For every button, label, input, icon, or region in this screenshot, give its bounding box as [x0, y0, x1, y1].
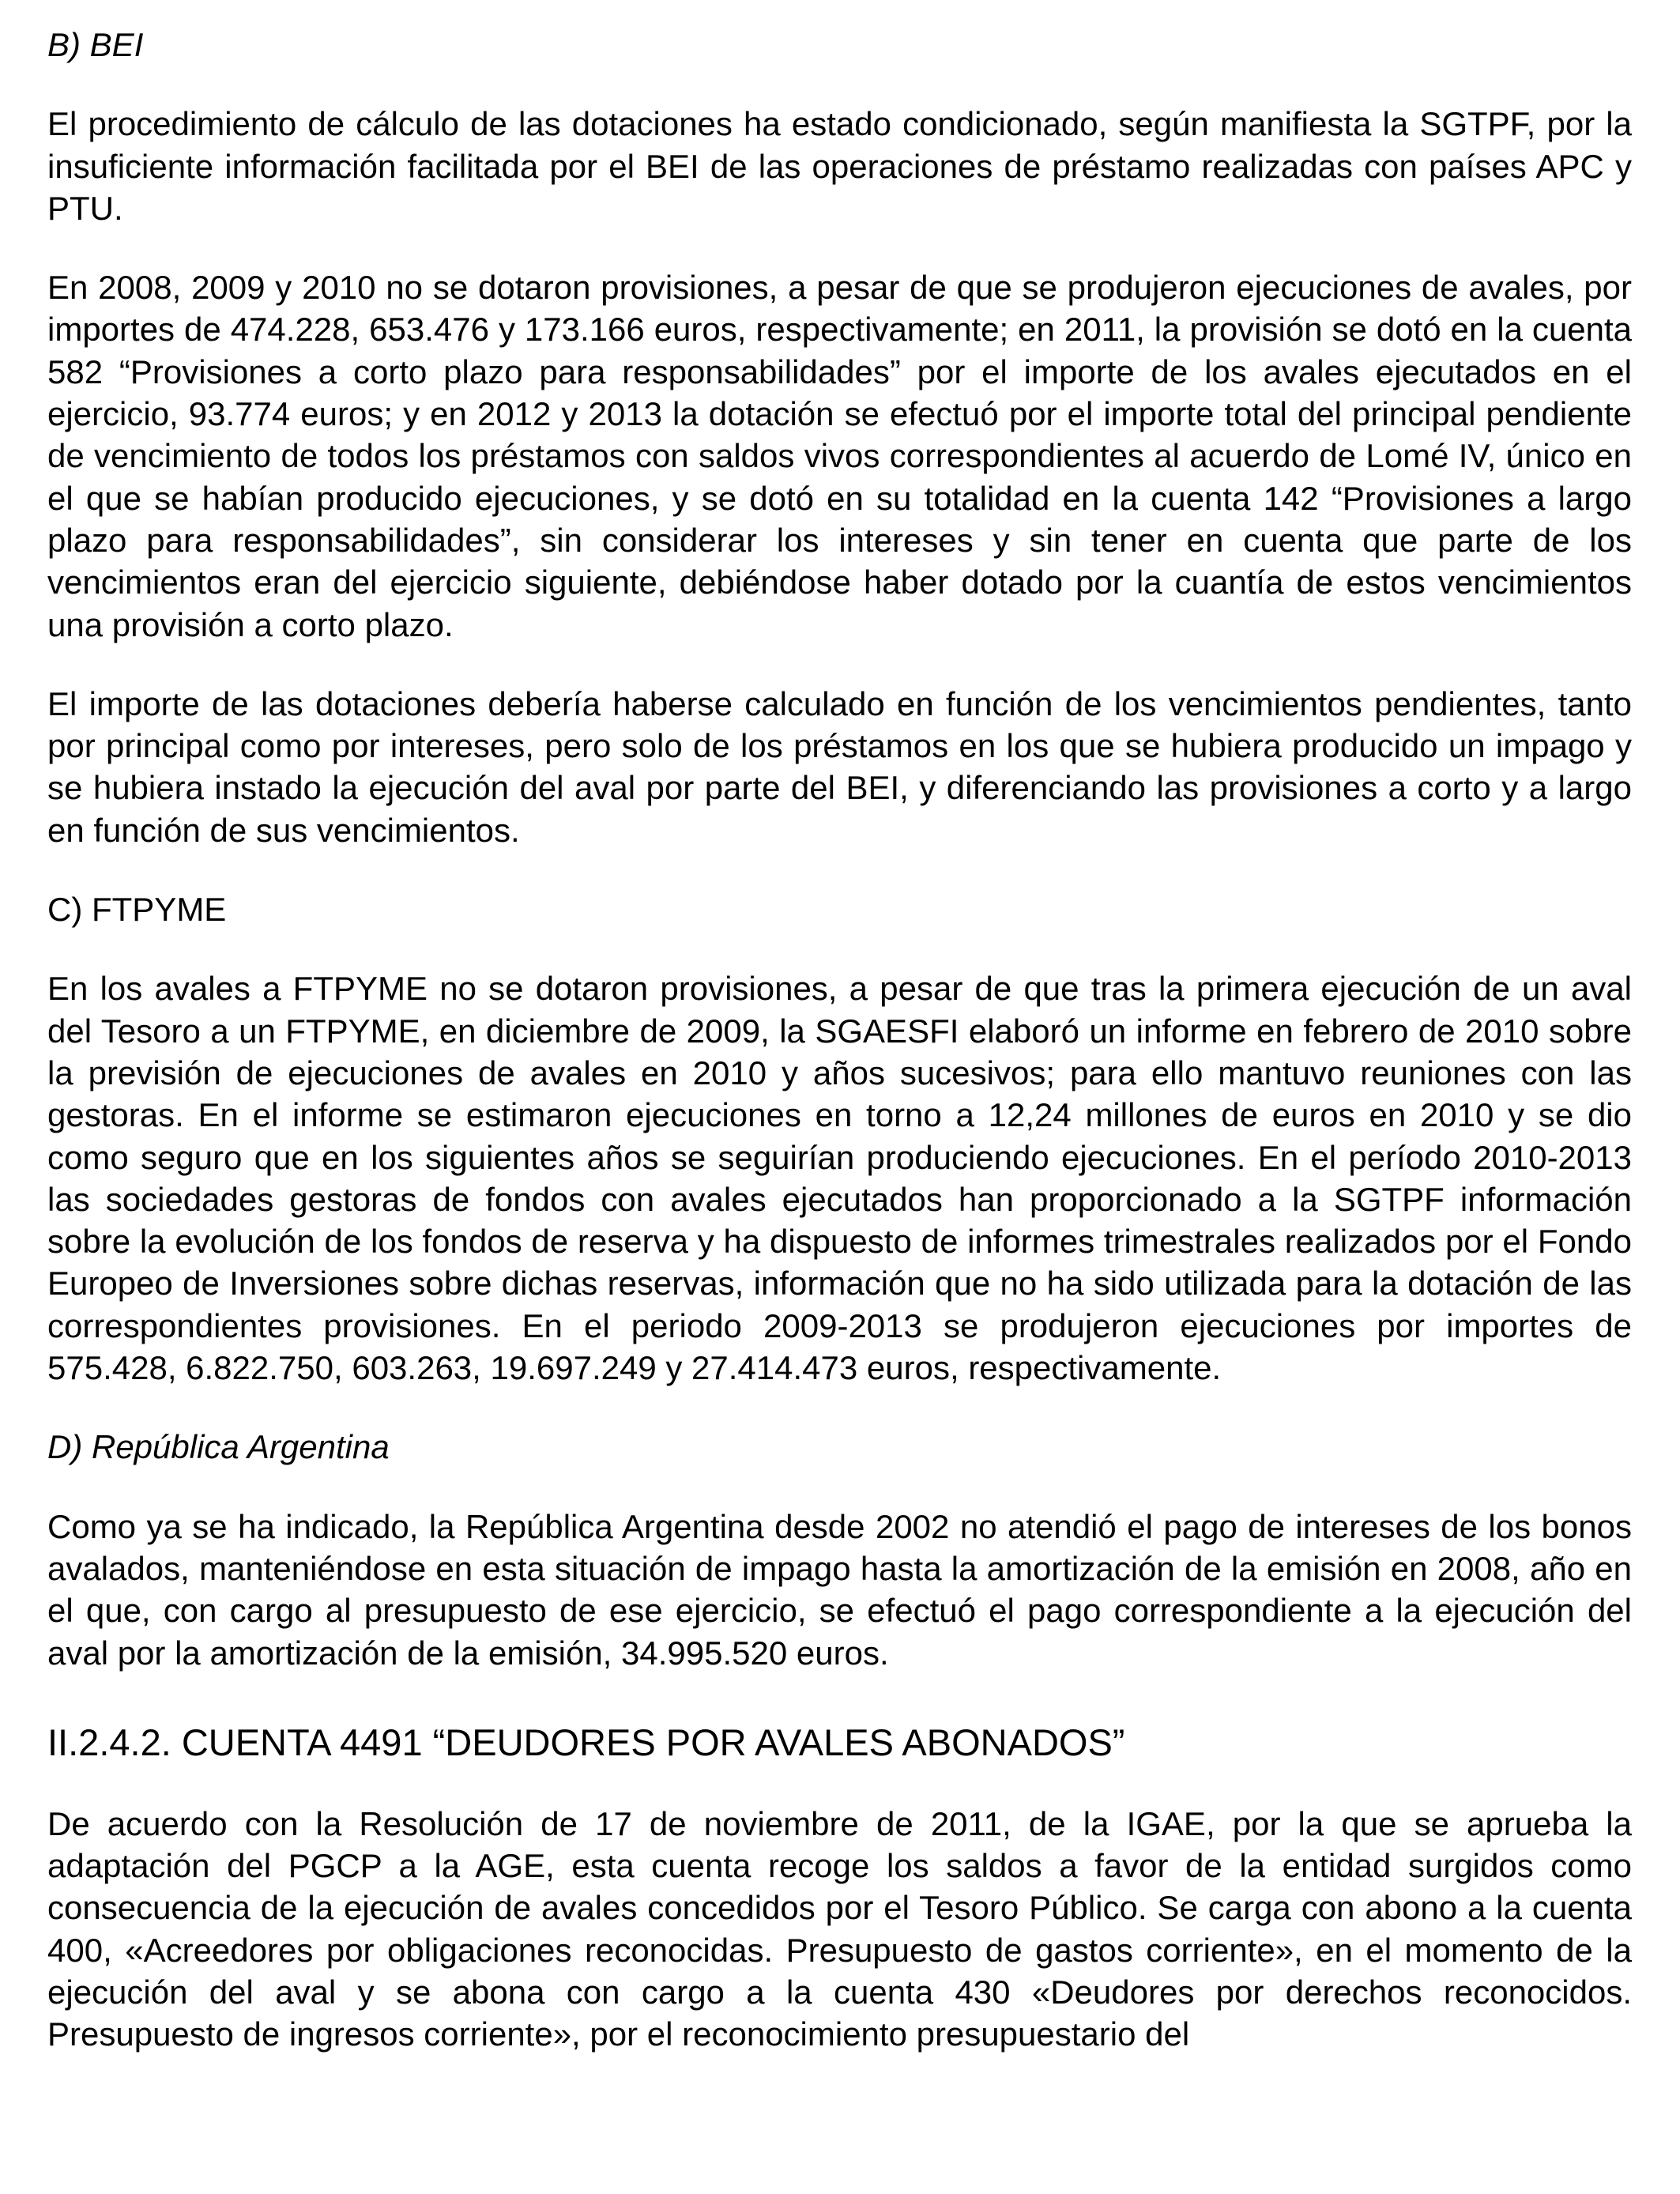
heading-bei: B) BEI: [47, 26, 144, 63]
paragraph-argentina-1: Como ya se ha indicado, la República Argentina desde 2002 no atendió el pago de intereses de los bonos avalados, manteniéndose en esta situación de impago hasta la amortización de la emisión en 2008, año en el que, con cargo al presupuesto de ese ejercicio, se efectuó el pago correspondiente a la ejecución del aval por la amortización de la emisión, 34.995.520 euros.: [47, 1507, 1632, 1672]
heading-ftpyme: C) FTPYME: [47, 891, 227, 929]
paragraph-ftpyme-1: En los avales a FTPYME no se dotaron provisiones, a pesar de que tras la primera ejecución de un aval del Tesoro a un FTPYME, en diciembre de 2009, la SGAESFI elaboró un informe en febrero de 2010 sobre la previsión de ejecuciones de avales en 2010 y años sucesivos; para ello mantuvo reuniones con las gestoras. En el informe se estimaron ejecuciones en torno a 12,24 millones de euros en 2010 y se dio como seguro que en los siguientes años se seguirían produciendo ejecuciones. En el período 2010-2013 las sociedades gestoras de fondos con avales ejecutados han proporcionado a la SGTPF información sobre la evolución de los fondos de reserva y ha dispuesto de informes trimestrales realizados por el Fondo Europeo de Inversiones sobre dichas reservas, información que no ha sido utilizada para la dotación de las correspondientes provisiones. En el periodo 2009-2013 se produjeron ejecuciones por importes de 575.428, 6.822.750, 603.263, 19.697.249 y 27.414.473 euros, respectivamente.: [47, 970, 1632, 1387]
paragraph-cuenta-4491: De acuerdo con la Resolución de 17 de noviembre de 2011, de la IGAE, por la que se aprueba la adaptación del PGCP a la AGE, esta cuenta recoge los saldos a favor de la entidad surgidos como consecuencia de la ejecución de avales concedidos por el Tesoro Público. Se carga con abono a la cuenta 400, «Acreedores por obligaciones reconocidas. Presupuesto de gastos corriente», en el momento de la ejecución del aval y se abona con cargo a la cuenta 430 «Deudores por derechos reconocidos. Presupuesto de ingresos corriente», por el reconocimiento presupuestario del: [47, 1804, 1632, 2053]
paragraph-bei-1: El procedimiento de cálculo de las dotaciones ha estado condicionado, según manifiesta la SGTPF, por la insuficiente información facilitada por el BEI de las operaciones de préstamo realizadas con países APC y PTU.: [47, 105, 1632, 227]
heading-argentina: D) República Argentina: [47, 1428, 390, 1466]
paragraph-bei-3: El importe de las dotaciones debería haberse calculado en función de los vencimientos pendientes, tanto por principal como por intereses, pero solo de los préstamos en los que se hubiera producido un impago y se hubiera instado la ejecución del aval por parte del BEI, y diferenciando las provisiones a corto y a largo en función de sus vencimientos.: [47, 684, 1632, 849]
section-title-cuenta-4491: II.2.4.2. CUENTA 4491 “DEUDORES POR AVALES ABONADOS”: [47, 1721, 1125, 1763]
document-page: [47, 24, 1632, 2056]
paragraph-bei-2: En 2008, 2009 y 2010 no se dotaron provisiones, a pesar de que se produjeron ejecuciones de avales, por importes de 474.228, 653.476 y 173.166 euros, respectivamente; en 2011, la provisión se dotó en la cuenta 582 “Provisiones a corto plazo para responsabilidades” por el importe de los avales ejecutados en el ejercicio, 93.774 euros; y en 2012 y 2013 la dotación se efectuó por el importe total del principal pendiente de vencimiento de todos los préstamos con saldos vivos correspondientes al acuerdo de Lomé IV, único en el que se habían producido ejecuciones, y se dotó en su totalidad en la cuenta 142 “Provisiones a largo plazo para responsabilidades”, sin considerar los intereses y sin tener en cuenta que parte de los vencimientos eran del ejercicio siguiente, debiéndose haber dotado por la cuantía de estos vencimientos una provisión a corto plazo.: [47, 269, 1632, 643]
